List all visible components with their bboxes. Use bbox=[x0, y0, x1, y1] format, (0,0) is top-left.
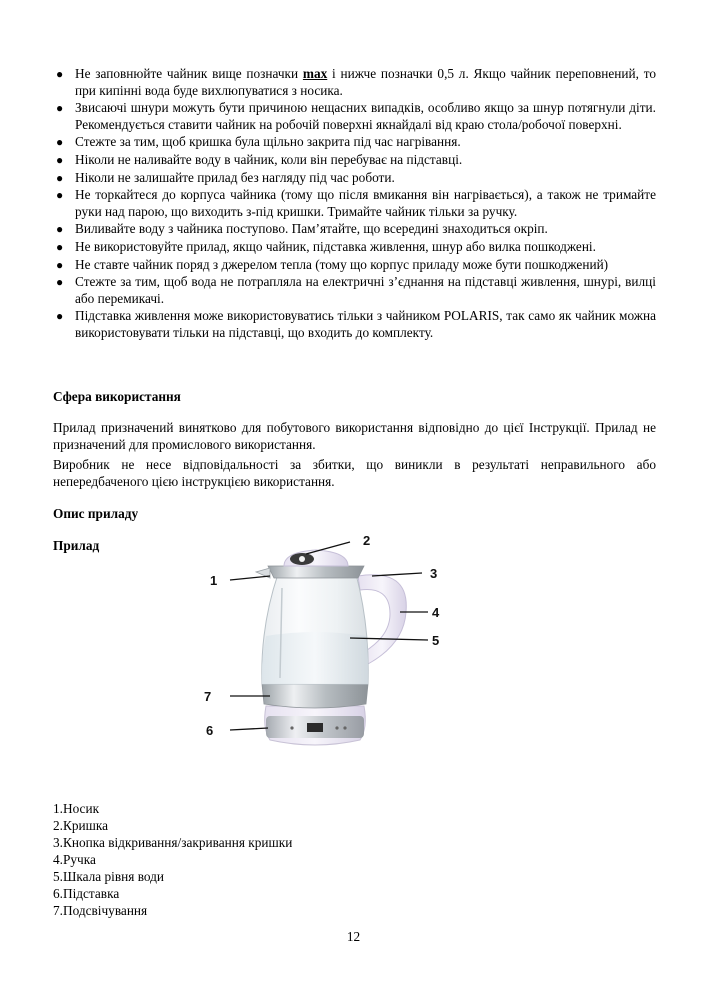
bullet-icon: ● bbox=[56, 152, 64, 167]
bullet-icon: ● bbox=[56, 67, 64, 81]
bullet-icon: ● bbox=[56, 309, 64, 324]
bullet-icon: ● bbox=[56, 275, 64, 290]
list-item: ● Не торкайтеся до корпуса чайника (тому що після вмикання він нагрівається), а також не тримайте руки над парою, що виходить з-під кришки. Тримайте чайник тільки за ручку. bbox=[56, 187, 656, 219]
list-item: ● Ніколи не наливайте воду в чайник, коли він перебуває на підставці. bbox=[56, 151, 463, 167]
legend-item: 4.Ручка bbox=[53, 852, 96, 867]
device-subheading: Прилад bbox=[53, 538, 100, 553]
legend-item: 2.Кришка bbox=[53, 818, 109, 833]
parts-legend bbox=[53, 800, 292, 919]
bullet-icon: ● bbox=[56, 239, 64, 254]
kettle-lid-ring bbox=[268, 566, 364, 578]
callout-2: 2 bbox=[363, 533, 371, 548]
list-item: ● Стежте за тим, щоб вода не потрапляла на електричні з’єднання на підставці живлення, шнурі, вилці або перемикачі. bbox=[56, 274, 656, 306]
base-button bbox=[335, 726, 338, 729]
callout-4: 4 bbox=[432, 605, 440, 620]
list-item: ● Виливайте воду з чайника поступово. Пам’ятайте, що всередині знаходиться окріп. bbox=[56, 221, 548, 237]
usage-paragraph-2: Виробник не несе відповідальності за збитки, що виникли в результаті неправильного або непередбаченого цією інструкцією використання. bbox=[53, 457, 656, 489]
description-heading: Опис приладу bbox=[53, 506, 139, 521]
callout-line bbox=[230, 576, 270, 580]
base-button bbox=[290, 726, 293, 729]
kettle-illustration bbox=[200, 528, 460, 768]
max-mark: max bbox=[302, 66, 328, 81]
bullet-icon: ● bbox=[56, 135, 64, 150]
bullet-icon: ● bbox=[56, 188, 64, 203]
list-item: ● Підставка живлення може використовуватись тільки з чайником POLARIS, так само як чайник можна використовувати тільки на підставці, що входить до комплекту. bbox=[56, 308, 656, 340]
bullet-icon: ● bbox=[56, 257, 64, 272]
base-button bbox=[343, 726, 346, 729]
kettle-bottom-ring bbox=[262, 684, 368, 708]
list-item: ● Не ставте чайник поряд з джерелом тепла (тому що корпус приладу може бути пошкоджений) bbox=[56, 256, 609, 272]
safety-instructions-list bbox=[53, 66, 656, 343]
page-number: 12 bbox=[346, 929, 361, 944]
bullet-icon: ● bbox=[56, 101, 64, 116]
callout-6: 6 bbox=[206, 723, 214, 738]
lid-button bbox=[299, 556, 305, 562]
callout-5: 5 bbox=[432, 633, 440, 648]
list-item: ● Не заповнюйте чайник вище позначки max і нижче позначки 0,5 л. Якщо чайник переповнений, то при кипінні вода буде вихлюпуватися з носика. bbox=[56, 66, 656, 98]
legend-item: 6.Підставка bbox=[53, 886, 120, 901]
list-item: ● Звисаючі шнури можуть бути причиною нещасних випадків, особливо якщо за шнур потягнули діти. Рекомендується ставити чайник на робочій поверхні якнайдалі від краю стола/робочої поверхні. bbox=[56, 100, 656, 132]
legend-item: 7.Подсвічування bbox=[53, 903, 148, 918]
usage-paragraph-1: Прилад призначений винятково для побутового використання відповідно до цієї Інструкції. Прилад не призначений для промислового використання. bbox=[53, 420, 656, 452]
list-item: ● Ніколи не залишайте прилад без нагляду під час роботи. bbox=[56, 169, 395, 185]
usage-heading: Сфера використання bbox=[53, 389, 181, 404]
bullet-icon: ● bbox=[56, 222, 64, 237]
legend-item: 5.Шкала рівня води bbox=[53, 869, 165, 884]
legend-item: 1.Носик bbox=[53, 801, 100, 816]
callout-7: 7 bbox=[204, 689, 212, 704]
base-display bbox=[307, 723, 323, 732]
bullet-icon: ● bbox=[56, 170, 64, 185]
legend-item: 3.Кнопка відкривання/закривання кришки bbox=[53, 835, 293, 850]
callout-1: 1 bbox=[210, 573, 218, 588]
callout-line bbox=[372, 573, 422, 576]
list-item: ● Не використовуйте прилад, якщо чайник, підставка живлення, шнур або вилка пошкоджені. bbox=[56, 238, 596, 254]
callout-3: 3 bbox=[430, 566, 438, 581]
list-item: ● Стежте за тим, щоб кришка була щільно закрита під час нагрівання. bbox=[56, 134, 461, 150]
kettle-diagram bbox=[200, 528, 460, 768]
callout-line bbox=[230, 728, 268, 730]
kettle-water bbox=[262, 632, 368, 684]
